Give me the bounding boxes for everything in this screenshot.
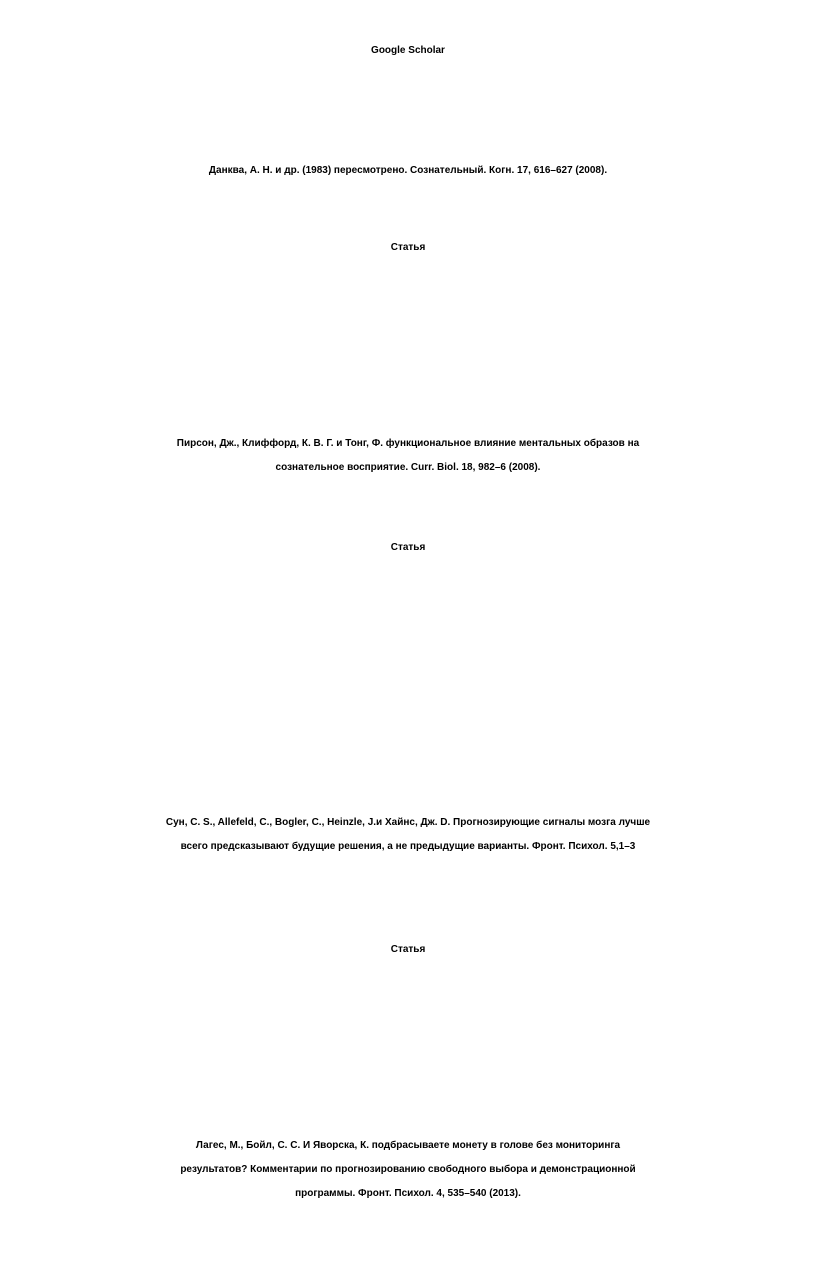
reference-4 [0, 1134, 816, 1206]
reference-3 [0, 811, 816, 859]
reference-2-line-2: сознательное восприятие. Curr. Biol. 18, 982–6 (2008). [275, 462, 541, 473]
reference-2-article-link[interactable]: Статья [390, 542, 426, 553]
reference-4-line-1: Лагес, М., Бойл, С. С. И Яворска, К. подбрасываете монету в голове без мониторинга [195, 1140, 621, 1151]
reference-4-line-2: результатов? Комментарии по прогнозированию свободного выбора и демонстрационной [180, 1164, 636, 1175]
reference-1-article-link[interactable]: Статья [390, 242, 426, 253]
google-scholar-link[interactable]: Google Scholar [371, 45, 445, 56]
reference-3-article-link[interactable]: Статья [390, 944, 426, 955]
reference-1-line-1: Данква, А. Н. и др. (1983) пересмотрено. Сознательный. Когн. 17, 616–627 (2008). [208, 165, 608, 176]
reference-2-line-1: Пирсон, Дж., Клиффорд, К. В. Г. и Тонг, Ф. функциональное влияние ментальных образов на [176, 438, 640, 449]
reference-3-line-1: Сун, С. S., Allefeld, С., Bogler, С., Heinzle, J.и Хайнс, Дж. D. Прогнозирующие сигналы мозга лучше [165, 817, 651, 828]
reference-4-line-3: программы. Фронт. Психол. 4, 535–540 (2013). [295, 1188, 521, 1199]
reference-1 [0, 159, 816, 183]
reference-2 [0, 432, 816, 480]
reference-3-line-2: всего предсказывают будущие решения, а не предыдущие варианты. Фронт. Психол. 5,1–3 [180, 841, 636, 852]
